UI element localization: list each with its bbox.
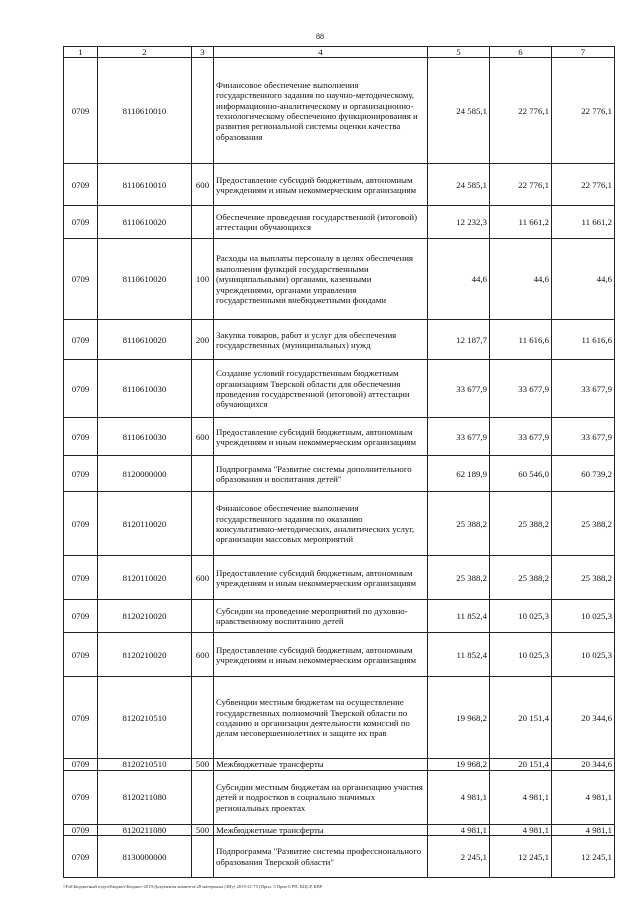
- amount-col6: 33 677,9: [490, 360, 552, 418]
- col-header: 5: [428, 47, 490, 58]
- item-name: Предоставление субсидий бюджетным, автономным учреждениям и иным некоммерческим организациям: [214, 633, 428, 677]
- footer-path: \\Fs0\Бюджетный отдел\Бюджет\Бюджет-2019\Документы комитета\28 материалы (ЗНу) 2019-21-75 (Прил. 5 Прил 6 РП, КЦСР, КВР: [63, 884, 323, 889]
- amount-col7: 25 388,2: [552, 492, 615, 556]
- expense-type-code: 600: [192, 418, 214, 456]
- target-article-code: 8120210510: [98, 759, 192, 770]
- expense-type-code: 200: [192, 320, 214, 360]
- section-code: 0709: [64, 492, 98, 556]
- section-code: 0709: [64, 239, 98, 320]
- target-article-code: 8110610010: [98, 58, 192, 164]
- target-article-code: 8120210020: [98, 633, 192, 677]
- table-row: [64, 759, 615, 770]
- amount-col7: 44,6: [552, 239, 615, 320]
- amount-col6: 11 616,6: [490, 320, 552, 360]
- amount-col7: 25 388,2: [552, 556, 615, 600]
- expense-type-code: 500: [192, 759, 214, 770]
- amount-col6: 20 151,4: [490, 759, 552, 770]
- amount-col5: 12 187,7: [428, 320, 490, 360]
- section-code: 0709: [64, 556, 98, 600]
- table-row: [64, 456, 615, 492]
- item-name: Обеспечение проведения государственной (итоговой) аттестации обучающихся: [214, 206, 428, 239]
- amount-col7: 33 677,9: [552, 418, 615, 456]
- amount-col6: 12 245,1: [490, 836, 552, 878]
- amount-col6: 11 661,2: [490, 206, 552, 239]
- expense-type-code: [192, 770, 214, 824]
- table-row: [64, 164, 615, 206]
- section-code: 0709: [64, 770, 98, 824]
- expense-type-code: [192, 206, 214, 239]
- section-code: 0709: [64, 836, 98, 878]
- target-article-code: 8120211080: [98, 824, 192, 835]
- section-code: 0709: [64, 456, 98, 492]
- section-code: 0709: [64, 206, 98, 239]
- amount-col5: 4 981,1: [428, 770, 490, 824]
- section-code: 0709: [64, 418, 98, 456]
- item-name: Создание условий государственным бюджетным организациям Тверской области для обеспечения проведения государственной (итоговой) аттестации обучающихся: [214, 360, 428, 418]
- expense-type-code: 600: [192, 556, 214, 600]
- expense-type-code: [192, 456, 214, 492]
- item-name: Предоставление субсидий бюджетным, автономным учреждениям и иным некоммерческим организациям: [214, 556, 428, 600]
- table-row: [64, 600, 615, 633]
- item-name: Межбюджетные трансферты: [214, 824, 428, 835]
- col-header: 7: [552, 47, 615, 58]
- section-code: 0709: [64, 360, 98, 418]
- target-article-code: 8120110020: [98, 556, 192, 600]
- expense-type-code: [192, 836, 214, 878]
- amount-col6: 4 981,1: [490, 770, 552, 824]
- item-name: Финансовое обеспечение выполнения государственного задания по научно-методическому, информационно-аналитическому и организационно-технологическому обеспечению функционирования и развития региональной системы оценки качества образования: [214, 58, 428, 164]
- table-row: [64, 836, 615, 878]
- col-header: 4: [214, 47, 428, 58]
- target-article-code: 8110610020: [98, 239, 192, 320]
- target-article-code: 8120210510: [98, 677, 192, 759]
- item-name: Предоставление субсидий бюджетным, автономным учреждениям и иным некоммерческим организациям: [214, 418, 428, 456]
- amount-col5: 4 981,1: [428, 824, 490, 835]
- amount-col7: 20 344,6: [552, 677, 615, 759]
- amount-col5: 2 245,1: [428, 836, 490, 878]
- expense-type-code: 100: [192, 239, 214, 320]
- item-name: Предоставление субсидий бюджетным, автономным учреждениям и иным некоммерческим организациям: [214, 164, 428, 206]
- target-article-code: 8110610030: [98, 418, 192, 456]
- item-name: Субвенции местным бюджетам на осуществление государственных полномочий Тверской области по созданию и организации деятельности комиссий по делам несовершеннолетних и защите их прав: [214, 677, 428, 759]
- amount-col6: 10 025,3: [490, 600, 552, 633]
- target-article-code: 8110610010: [98, 164, 192, 206]
- target-article-code: 8120110020: [98, 492, 192, 556]
- table-row: [64, 418, 615, 456]
- budget-table: [63, 46, 615, 878]
- col-header: 6: [490, 47, 552, 58]
- target-article-code: 8110610020: [98, 320, 192, 360]
- amount-col7: 12 245,1: [552, 836, 615, 878]
- amount-col6: 22 776,1: [490, 164, 552, 206]
- expense-type-code: [192, 600, 214, 633]
- amount-col5: 19 968,2: [428, 677, 490, 759]
- section-code: 0709: [64, 58, 98, 164]
- amount-col7: 10 025,3: [552, 633, 615, 677]
- target-article-code: 8110610030: [98, 360, 192, 418]
- col-header: 1: [64, 47, 98, 58]
- amount-col5: 33 677,9: [428, 360, 490, 418]
- expense-type-code: 600: [192, 164, 214, 206]
- item-name: Подпрограмма "Развитие системы дополнительного образования и воспитания детей": [214, 456, 428, 492]
- amount-col7: 33 677,9: [552, 360, 615, 418]
- amount-col7: 10 025,3: [552, 600, 615, 633]
- amount-col6: 10 025,3: [490, 633, 552, 677]
- col-header: 3: [192, 47, 214, 58]
- section-code: 0709: [64, 320, 98, 360]
- table-row: [64, 824, 615, 835]
- table-row: [64, 239, 615, 320]
- expense-type-code: 500: [192, 824, 214, 835]
- section-code: 0709: [64, 677, 98, 759]
- expense-type-code: [192, 58, 214, 164]
- table-row: [64, 320, 615, 360]
- amount-col7: 11 616,6: [552, 320, 615, 360]
- expense-type-code: [192, 677, 214, 759]
- item-name: Субсидии на проведение мероприятий по духовно-нравственному воспитанию детей: [214, 600, 428, 633]
- item-name: Субсидии местным бюджетам на организацию участия детей и подростков в социально значимых региональных проектах: [214, 770, 428, 824]
- target-article-code: 8130000000: [98, 836, 192, 878]
- amount-col7: 60 739,2: [552, 456, 615, 492]
- amount-col6: 25 388,2: [490, 556, 552, 600]
- table-row: [64, 206, 615, 239]
- col-header: 2: [98, 47, 192, 58]
- amount-col5: 24 585,1: [428, 164, 490, 206]
- target-article-code: 8120000000: [98, 456, 192, 492]
- amount-col7: 22 776,1: [552, 58, 615, 164]
- amount-col7: 22 776,1: [552, 164, 615, 206]
- page-number: 88: [316, 32, 324, 41]
- item-name: Закупка товаров, работ и услуг для обеспечения государственных (муниципальных) нужд: [214, 320, 428, 360]
- amount-col5: 62 189,9: [428, 456, 490, 492]
- amount-col5: 25 388,2: [428, 556, 490, 600]
- item-name: Межбюджетные трансферты: [214, 759, 428, 770]
- amount-col6: 4 981,1: [490, 824, 552, 835]
- target-article-code: 8120211080: [98, 770, 192, 824]
- section-code: 0709: [64, 164, 98, 206]
- expense-type-code: [192, 492, 214, 556]
- amount-col7: 4 981,1: [552, 770, 615, 824]
- expense-type-code: 600: [192, 633, 214, 677]
- amount-col6: 44,6: [490, 239, 552, 320]
- table-row: [64, 58, 615, 164]
- section-code: 0709: [64, 633, 98, 677]
- amount-col6: 20 151,4: [490, 677, 552, 759]
- amount-col5: 11 852,4: [428, 600, 490, 633]
- item-name: Подпрограмма "Развитие системы профессионального образования Тверской области": [214, 836, 428, 878]
- header-row: [64, 47, 615, 58]
- section-code: 0709: [64, 824, 98, 835]
- section-code: 0709: [64, 600, 98, 633]
- table-row: [64, 633, 615, 677]
- amount-col5: 19 968,2: [428, 759, 490, 770]
- expense-type-code: [192, 360, 214, 418]
- amount-col6: 60 546,0: [490, 456, 552, 492]
- table-row: [64, 492, 615, 556]
- target-article-code: 8110610020: [98, 206, 192, 239]
- amount-col5: 12 232,3: [428, 206, 490, 239]
- item-name: Расходы на выплаты персоналу в целях обеспечения выполнения функций государственными (муниципальными) органами, казенными учреждениями, органами управления государственными внебюджетными фондами: [214, 239, 428, 320]
- amount-col5: 33 677,9: [428, 418, 490, 456]
- table-row: [64, 677, 615, 759]
- section-code: 0709: [64, 759, 98, 770]
- amount-col6: 33 677,9: [490, 418, 552, 456]
- amount-col5: 11 852,4: [428, 633, 490, 677]
- amount-col5: 24 585,1: [428, 58, 490, 164]
- table-row: [64, 770, 615, 824]
- target-article-code: 8120210020: [98, 600, 192, 633]
- amount-col7: 20 344,6: [552, 759, 615, 770]
- amount-col5: 44,6: [428, 239, 490, 320]
- table-body: [64, 58, 615, 878]
- amount-col6: 22 776,1: [490, 58, 552, 164]
- amount-col6: 25 388,2: [490, 492, 552, 556]
- table-row: [64, 360, 615, 418]
- amount-col7: 4 981,1: [552, 824, 615, 835]
- amount-col5: 25 388,2: [428, 492, 490, 556]
- amount-col7: 11 661,2: [552, 206, 615, 239]
- item-name: Финансовое обеспечение выполнения государственного задания по оказанию консультативно-методических, аналитических услуг, организации массовых мероприятий: [214, 492, 428, 556]
- table-row: [64, 556, 615, 600]
